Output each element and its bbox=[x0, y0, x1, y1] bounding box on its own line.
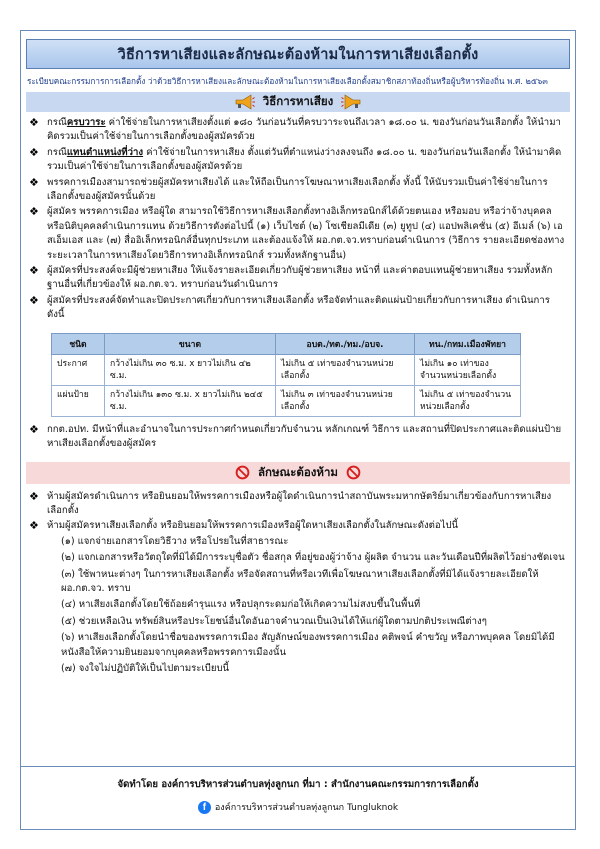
prohibited-icon bbox=[346, 465, 361, 480]
megaphone-icon bbox=[341, 94, 363, 110]
column-header: ชนิด bbox=[52, 333, 105, 354]
column-header: ทน./กทม.เมืองพัทยา bbox=[415, 333, 521, 354]
regulation-subtitle: ระเบียบคณะกรรมการการเลือกตั้ง ว่าด้วยวิธีการหาเสียงและลักษณะต้องห้ามในการหาเสียงเลือกตั้งสมาชิกสภาท้องถิ่นหรือผู้บริหารท้องถิ่น พ.ศ. ๒๕๖๓ bbox=[27, 76, 548, 86]
footer bbox=[21, 766, 575, 829]
item-text: ค่าใช้จ่ายในการหาเสียงตั้งแต่ ๑๘๐ วันก่อนวันที่ครบวาระจนถึงเวลา ๑๘.๐๐ น. ของวันก่อนวันเลือกตั้ง ให้นำมาคิดรวมเป็นค่าใช้จ่ายในการเลือกตั้งของผู้สมัครด้วย bbox=[47, 117, 561, 143]
list-item bbox=[29, 116, 567, 145]
facebook-page-name[interactable]: องค์การบริหารส่วนตำบลทุ่งลูกนก Tungluknok bbox=[214, 803, 399, 813]
column-header: ขนาด bbox=[105, 333, 276, 354]
item-text: พรรคการเมืองสามารถช่วยผู้สมัครหาเสียงได้ และให้ถือเป็นการโฆษณาหาเสียงเลือกตั้ง ทั้งนี้ ให้นับรวมเป็นค่าใช้จ่ายในการเลือกตั้งของผู้สมัครนั้นด้วย bbox=[47, 176, 548, 203]
table-cell: ไม่เกิน ๑๐ เท่าของจำนวนหน่วยเลือกตั้ง bbox=[415, 354, 521, 385]
table-header-row bbox=[52, 333, 521, 354]
list-item bbox=[29, 205, 567, 263]
list-item: (๒) แจกเอกสารหรือวัตถุใดที่มิได้มีการระบุชื่อตัว ชื่อสกุล ที่อยู่ของผู้ว่าจ้าง ผู้ผลิต จำนวน และวันเดือนปีที่ผลิตไว้อย่างชัดเจน bbox=[61, 552, 565, 564]
table-row bbox=[52, 354, 521, 385]
after-table-list bbox=[29, 423, 567, 452]
list-item: (๔) หาเสียงเลือกตั้งโดยใช้ถ้อยคำรุนแรง หรือปลุกระดมก่อให้เกิดความไม่สงบขึ้นในพื้นที่ bbox=[61, 599, 421, 611]
bullet-icon: ❖ bbox=[29, 116, 39, 129]
item-text: ผู้สมัคร พรรคการเมือง หรือผู้ใด สามารถใช้วิธีการหาเสียงเลือกตั้งทางอิเล็กทรอนิกส์ได้ด้วยตนเอง หรือมอบ หรือว่าจ้างบุคคลหรือนิติบุคคลดำเนินการแทน ด้วยวิธีการดังต่อไปนี้ (๑) เว็บไซต์ (๒) โซเชียลมีเดีย (๓) ยูทูป (๔) แอปพลิเคชั่น (๕) อีเมล์ (๖) เอสเอ็มเอส และ (๗) สื่ออิเล็กทรอนิกส์อื่นทุกประเภท และต้องแจ้งให้ ผอ.กต.จว.ทราบก่อนดำเนินการ (วิธีการ รายละเอียดช่องทาง ระยะเวลาในการหาเสียงโดยวิธีการทางอิเล็กทรอนิกส์ รวมทั้งหลักฐานอื่น) bbox=[47, 206, 565, 261]
table-cell: ไม่เกิน ๕ เท่าของจำนวนหน่วยเลือกตั้ง bbox=[415, 385, 521, 416]
table-cell: กว้างไม่เกิน ๑๓๐ ซ.ม. x ยาวไม่เกิน ๒๔๕ ซ.ม. bbox=[105, 385, 276, 416]
item-emphasis: ครบวาระ bbox=[66, 117, 106, 128]
list-item bbox=[29, 490, 567, 519]
bullet-icon: ❖ bbox=[29, 205, 39, 219]
item-prefix: กรณี bbox=[47, 146, 67, 158]
table-cell: ไม่เกิน ๕ เท่าของจำนวนหน่วยเลือกตั้ง bbox=[276, 354, 415, 385]
table-cell: กว้างไม่เกิน ๓๐ ซ.ม. x ยาวไม่เกิน ๔๒ ซ.ม. bbox=[105, 354, 276, 385]
list-item: (๑) แจกจ่ายเอกสารโดยวิธีวาง หรือโปรยในที่สาธารณะ bbox=[61, 535, 289, 547]
list-item bbox=[29, 294, 567, 323]
credit-line: จัดทำโดย องค์การบริหารส่วนตำบลทุ่งลูกนก ที่มา : สำนักงานคณะกรรมการการเลือกตั้ง bbox=[117, 779, 479, 790]
section-header-campaign-methods bbox=[26, 92, 570, 112]
item-text: ผู้สมัครที่ประสงค์จะมีผู้ช่วยหาเสียง ให้แจ้งรายละเอียดเกี่ยวกับผู้ช่วยหาเสียง หน้าที่ และค่าตอบแทนผู้ช่วยหาเสียง รวมทั้งหลักฐานอื่นที่เกี่ยวข้องให้ ผอ.กต.จว. ทราบก่อนวันดำเนินการ bbox=[47, 265, 553, 291]
prohibited-methods-list bbox=[61, 535, 575, 677]
facebook-line bbox=[21, 800, 575, 814]
page-title: วิธีการหาเสียงและลักษณะต้องห้ามในการหาเสียงเลือกตั้ง bbox=[117, 46, 479, 63]
document-sheet bbox=[20, 30, 576, 830]
bullet-icon: ❖ bbox=[29, 489, 39, 503]
list-item: (๗) จงใจไม่ปฏิบัติให้เป็นไปตามระเบียบนี้ bbox=[61, 662, 230, 674]
prohibition-list bbox=[29, 490, 567, 534]
campaign-method-list bbox=[29, 116, 567, 323]
table-cell: แผ่นป้าย bbox=[52, 385, 105, 416]
item-text: ผู้สมัครที่ประสงค์จัดทำและปิดประกาศเกี่ยวกับการหาเสียงเลือกตั้ง หรือจัดทำและติดแผ่นป้ายเกี่ยวกับการหาเสียง ดำเนินการดังนี้ bbox=[47, 294, 550, 321]
table-cell: ประกาศ bbox=[52, 354, 105, 385]
item-emphasis: แทนตำแหน่งที่ว่าง bbox=[66, 146, 144, 158]
table-row bbox=[52, 385, 521, 416]
item-text: ห้ามผู้สมัครดำเนินการ หรือยินยอมให้พรรคการเมืองหรือผู้ใดดำเนินการนำสถาบันพระมหากษัตริย์มาเกี่ยวข้องกับการหาเสียงเลือกตั้ง bbox=[47, 490, 552, 516]
bullet-icon: ❖ bbox=[29, 175, 39, 189]
list-item bbox=[29, 519, 567, 533]
item-text: ห้ามผู้สมัครหาเสียงเลือกตั้ง หรือยินยอมให้พรรคการเมืองหรือผู้ใดหาเสียงเลือกตั้งในลักษณะดังต่อไปนี้ bbox=[47, 520, 459, 532]
bullet-icon: ❖ bbox=[29, 519, 39, 533]
bullet-icon: ❖ bbox=[29, 293, 39, 307]
section-title-campaign-methods: วิธีการหาเสียง bbox=[262, 94, 334, 108]
poster-size-table bbox=[51, 333, 521, 417]
bullet-icon: ❖ bbox=[29, 264, 39, 278]
list-item bbox=[29, 176, 567, 205]
item-text: กกต.อปท. มีหน้าที่และอำนาจในการประกาศกำหนดเกี่ยวกับจำนวน หลักเกณฑ์ วิธีการ และสถานที่ปิดประกาศและติดแผ่นป้ายหาเสียงเลือกตั้งของผู้สมัคร bbox=[47, 423, 562, 450]
list-item bbox=[29, 264, 567, 293]
list-item: (๕) ช่วยเหลือเงิน ทรัพย์สินหรือประโยชน์อื่นใดอันอาจคำนวณเป็นเงินได้ให้แก่ผู้ใดตามปกติประเพณีต่างๆ bbox=[61, 615, 487, 627]
facebook-icon: f bbox=[198, 801, 211, 814]
list-item: (๖) หาเสียงเลือกตั้งโดยนำชื่อของพรรคการเมือง สัญลักษณ์ของพรรคการเมือง คติพจน์ คำขวัญ หรือภาพบุคคล โดยมิได้มีหนังสือให้ความยินยอมจากบุคคลหรือพรรคการเมืองนั้น bbox=[61, 632, 555, 658]
bullet-icon: ❖ bbox=[29, 145, 39, 159]
list-item: (๓) ใช้พาหนะต่างๆ ในการหาเสียงเลือกตั้ง หรือจัดสถานที่หรือเวทีเพื่อโฆษณาหาเสียงเลือกตั้งที่มิได้แจ้งรายละเอียดให้ผอ.กต.จว. ทราบ bbox=[61, 568, 539, 594]
item-text: ค่าใช้จ่ายในการหาเสียง ตั้งแต่วันที่ตำแหน่งว่างลงจนถึง ๑๘.๐๐ น. ของวันก่อนวันเลือกตั้ง ให้นำมาคิดรวมเป็นค่าใช้จ่ายในการเลือกตั้งของผู้สมัครด้วย bbox=[47, 146, 562, 173]
item-prefix: กรณี bbox=[47, 117, 67, 128]
megaphone-icon bbox=[233, 94, 255, 110]
prohibited-icon bbox=[235, 465, 250, 480]
title-banner bbox=[26, 39, 570, 69]
section-title-prohibitions: ลักษณะต้องห้าม bbox=[257, 464, 339, 479]
list-item bbox=[29, 146, 567, 175]
section-header-prohibitions bbox=[26, 462, 570, 484]
table-cell: ไม่เกิน ๓ เท่าของจำนวนหน่วยเลือกตั้ง bbox=[276, 385, 415, 416]
column-header: อบต./ทต./ทม./อบจ. bbox=[276, 333, 415, 354]
bullet-icon: ❖ bbox=[29, 422, 39, 436]
list-item bbox=[29, 423, 567, 452]
